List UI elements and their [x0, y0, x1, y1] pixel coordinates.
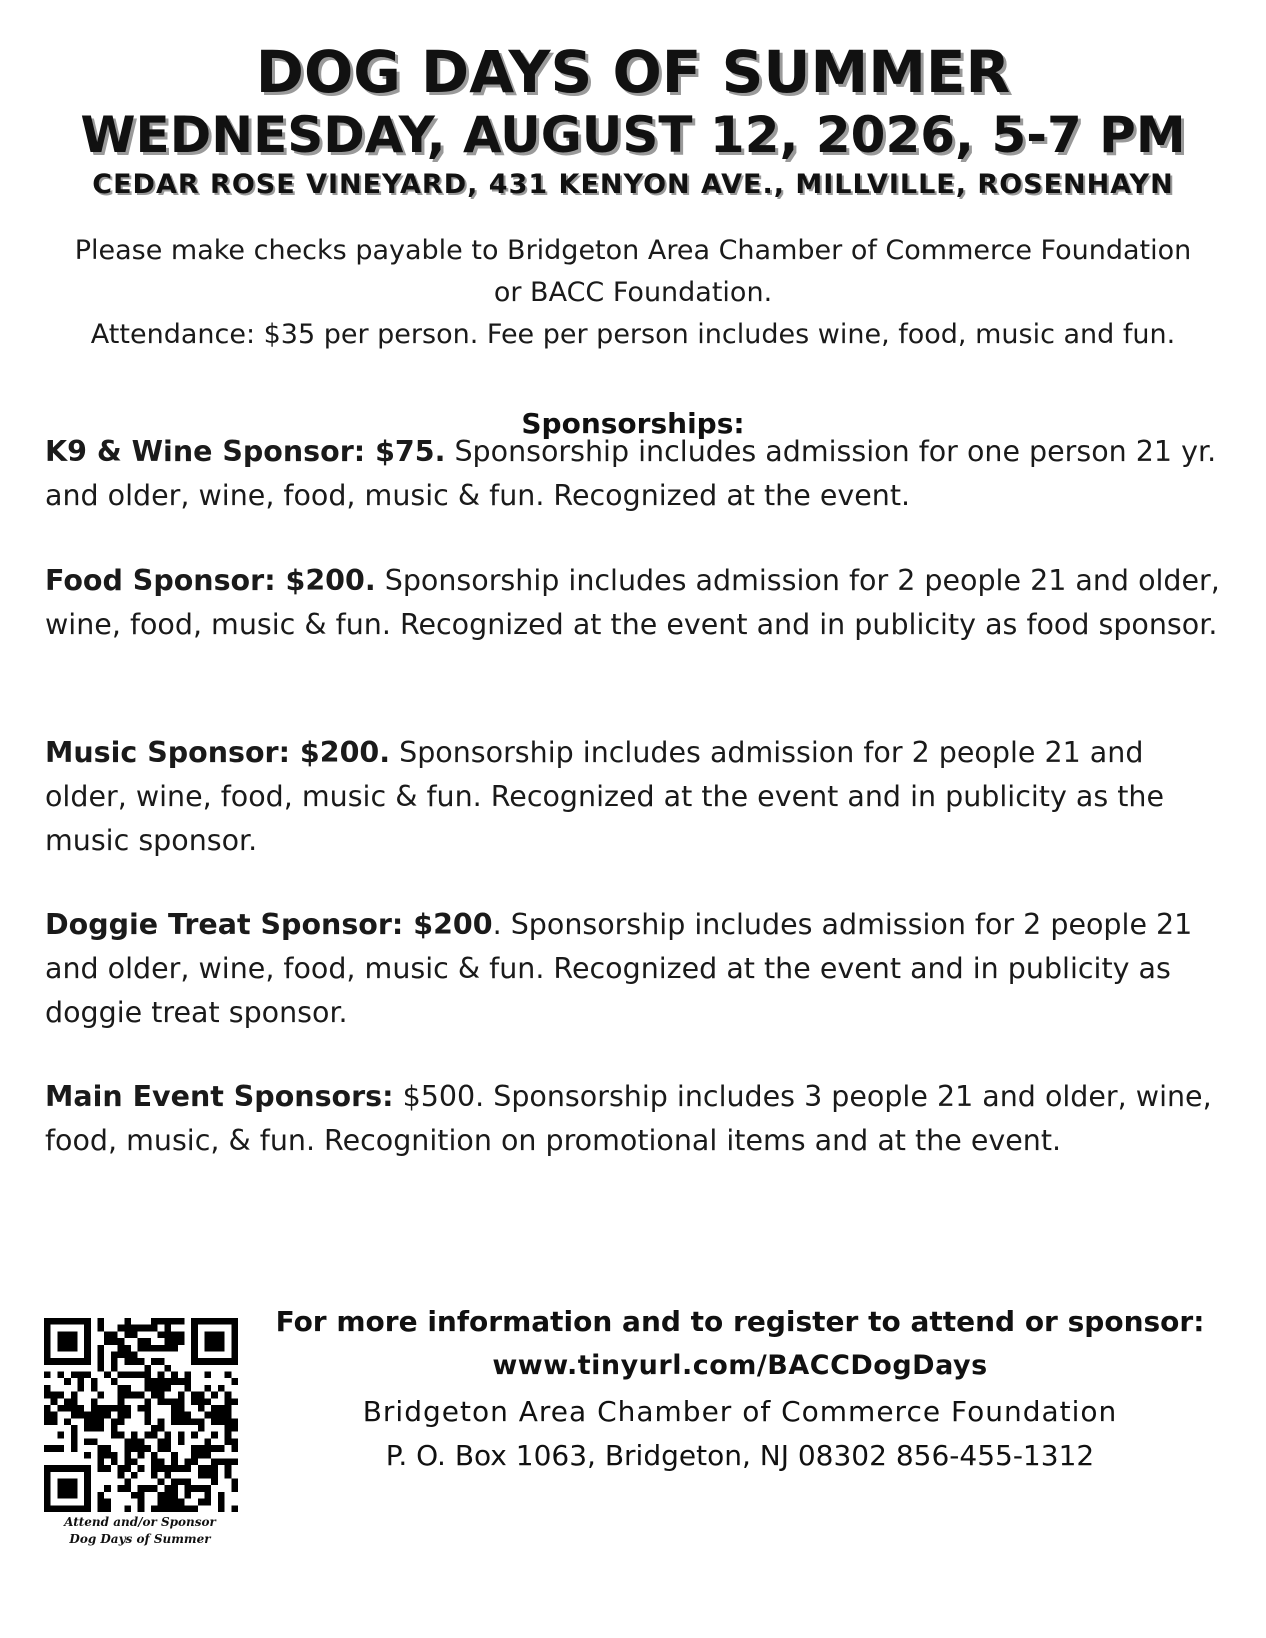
event-date: WEDNESDAY, AUGUST 12, 2026, 5-7 PM: [80, 106, 1186, 164]
attendance-note: Attendance: $35 per person. Fee per person includes wine, food, music and fun.: [90, 319, 1176, 350]
sponsor-desc: . Sponsorship includes admission for 2 people 21 and older, wine, food, music & fun. Recognized at the event and in publicity as doggie treat sponsor.: [45, 908, 1193, 1029]
sponsor-main-event: [45, 1075, 1225, 1163]
event-title: DOG DAYS OF SUMMER: [255, 38, 1011, 106]
sponsor-desc: $500. Sponsorship includes 3 people 21 and older, wine, food, music, & fun. Recognition on promotional items and at the event.: [45, 1080, 1212, 1157]
sponsor-desc: Sponsorship includes admission for 2 people 21 and older, wine, food, music & fun. Recognized at the event and in publicity as the music sponsor.: [45, 736, 1165, 857]
sponsor-music: [45, 731, 1225, 863]
sponsor-name: Music Sponsor: $200.: [45, 736, 391, 769]
sponsor-name: Food Sponsor: $200.: [45, 564, 376, 597]
sponsor-food: [45, 559, 1225, 647]
organization-name: Bridgeton Area Chamber of Commerce Foundation: [362, 1395, 1118, 1428]
checks-note: Please make checks payable to Bridgeton Area Chamber of Commerce Foundation or BACC Foundation.: [74, 235, 1192, 308]
sponsor-desc: Sponsorship includes admission for 2 people 21 and older, wine, food, music & fun. Recognized at the event and in publicity as food sponsor.: [45, 564, 1220, 641]
sponsor-name: Doggie Treat Sponsor: $200: [45, 908, 493, 941]
flyer-header: [0, 40, 1266, 202]
organization-address: P. O. Box 1063, Bridgeton, NJ 08302 856-455-1312: [385, 1439, 1095, 1472]
qr-caption-line1: Attend and/or Sponsor: [64, 1515, 216, 1529]
qr-caption-line2: Dog Days of Summer: [69, 1532, 211, 1546]
sponsor-name: Main Event Sponsors:: [45, 1080, 394, 1113]
sponsor-doggie-treat: [45, 903, 1225, 1035]
qr-code-icon[interactable]: [44, 1318, 238, 1512]
intro-text: [60, 230, 1206, 356]
qr-caption: [40, 1514, 240, 1548]
contact-info: [240, 1300, 1240, 1478]
sponsor-name: K9 & Wine Sponsor: $75.: [45, 435, 446, 468]
sponsorships-heading: Sponsorships:: [521, 407, 745, 440]
sponsor-k9-wine: [45, 430, 1225, 518]
register-link[interactable]: www.tinyurl.com/BACCDogDays: [492, 1350, 988, 1381]
event-location: CEDAR ROSE VINEYARD, 431 KENYON AVE., MILLVILLE, ROSENHAYN: [92, 169, 1174, 200]
sponsor-desc: Sponsorship includes admission for one person 21 yr. and older, wine, food, music & fun. Recognized at the event.: [45, 435, 1217, 512]
info-heading: For more information and to register to attend or sponsor:: [275, 1305, 1205, 1338]
